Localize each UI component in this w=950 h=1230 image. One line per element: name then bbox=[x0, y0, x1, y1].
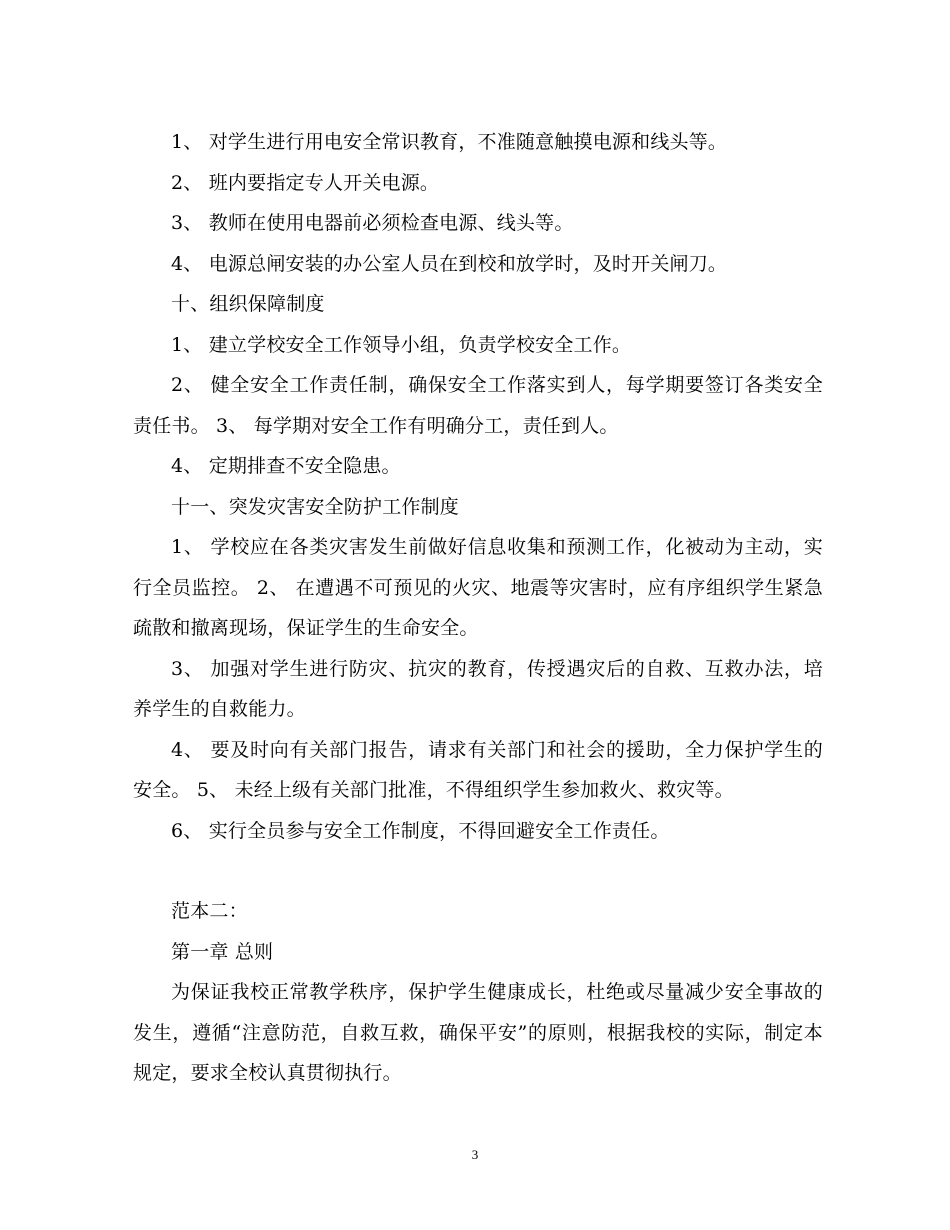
section-heading: 十、组织保障制度 bbox=[171, 293, 325, 315]
paragraph: 1、 学校应在各类灾害发生前做好信息收集和预测工作，化被动为主动，实行全员监控。 2、 在遭遇不可预见的火灾、地震等灾害时，应有序组织学生紧急疏散和撤离现场，保证学生的生命安全。 bbox=[133, 536, 823, 639]
paragraph: 6、 实行全员参与安全工作制度，不得回避安全工作责任。 bbox=[171, 819, 670, 842]
paragraph: 2、 健全安全工作责任制，确保安全工作落实到人，每学期要签订各类安全责任书。 3、 每学期对安全工作有明确分工，责任到人。 bbox=[133, 374, 823, 437]
section-heading: 十一、突发灾害安全防护工作制度 bbox=[171, 495, 460, 518]
document-body bbox=[133, 122, 823, 1094]
paragraph: 3、 加强对学生进行防灾、抗灾的教育，传授遇灾后的自救、互救办法，培养学生的自救能力。 bbox=[133, 657, 823, 720]
paragraph: 4、 定期排查不安全隐患。 bbox=[171, 455, 401, 477]
sample-heading: 范本二： bbox=[171, 900, 248, 922]
paragraph: 1、 对学生进行用电安全常识教育，不准随意触摸电源和线头等。 bbox=[171, 131, 728, 153]
paragraph: 为保证我校正常教学秩序，保护学生健康成长，杜绝或尽量减少安全事故的发生，遵循“注意防范，自救互救，确保平安”的原则，根据我校的实际，制定本规定，要求全校认真贯彻执行。 bbox=[133, 981, 823, 1084]
paragraph: 4、 要及时向有关部门报告，请求有关部门和社会的援助，全力保护学生的安全。 5、 未经上级有关部门批准，不得组织学生参加救火、救灾等。 bbox=[133, 738, 823, 801]
paragraph: 2、 班内要指定专人开关电源。 bbox=[171, 171, 440, 194]
paragraph: 3、 教师在使用电器前必须检查电源、线头等。 bbox=[171, 212, 574, 234]
paragraph: 4、 电源总闸安装的办公室人员在到校和放学时，及时开关闸刀。 bbox=[171, 252, 728, 275]
paragraph: 1、 建立学校安全工作领导小组，负责学校安全工作。 bbox=[171, 333, 632, 356]
page-number: 3 bbox=[471, 1147, 479, 1162]
chapter-heading: 第一章 总则 bbox=[171, 940, 274, 963]
section-spacer bbox=[133, 851, 823, 891]
